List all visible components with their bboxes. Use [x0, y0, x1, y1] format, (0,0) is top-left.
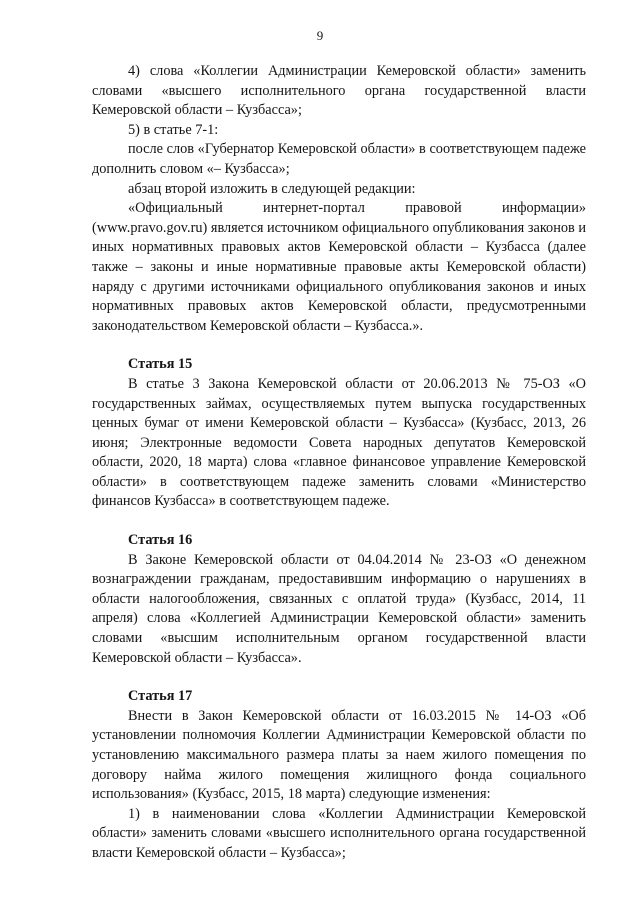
- heading-article-15: Статья 15: [128, 356, 193, 373]
- paragraph-abzac-vtoroy: абзац второй изложить в следующей редакции:: [128, 180, 416, 197]
- paragraph-governor-wording: после слов «Губернатор Кемеровской области» в соответствующем падеже дополнить словом «– Кузбасса»;: [92, 141, 586, 177]
- paragraph-item-4: 4) слова «Коллегии Администрации Кемеровской области» заменить словами «высшего исполнительного органа государственной власти Кемеровской области – Кузбасса»;: [92, 63, 586, 119]
- paragraph-official-portal: «Официальный интернет-портал правовой информации» (www.pravo.gov.ru) является источником официального опубликования законов и иных нормативных правовых актов Кемеровской области – Кузбасса (далее также – законы и иные нормативные правовые акты Кемеровской области) наряду с другими источниками официального опубликования законов и иных нормативных правовых актов Кемеровской области, предусмотренными законодательством Кемеровской области – Кузбасса.».: [92, 200, 586, 334]
- paragraph-article-16: В Законе Кемеровской области от 04.04.2014 № 23-ОЗ «О денежном вознаграждении гражданам, предоставившим информацию о нарушениях в области налогообложения, связанных с оплатой труда» (Кузбасс, 2014, 11 апреля) слова «Коллегией Администрации Кемеровской области» заменить словами «высшим исполнительным органом государственной власти Кемеровской области – Кузбасса».: [92, 551, 586, 666]
- paragraph-article-17: Внести в Закон Кемеровской области от 16.03.2015 № 14-ОЗ «Об установлении полномочия Коллегии Администрации Кемеровской области по установлению максимального размера платы за наем жилого помещения по договору найма жилого помещения жилищного фонда социального использования» (Кузбасс, 2015, 18 марта) следующие изменения:: [92, 707, 586, 803]
- page-number: 9: [316, 28, 324, 43]
- paragraph-article-17-item-1: 1) в наименовании слова «Коллегии Администрации Кемеровской области» заменить словами «высшего исполнительного органа государственной власти Кемеровской области – Кузбасса»;: [92, 805, 586, 861]
- paragraph-article-15: В статье 3 Закона Кемеровской области от 20.06.2013 № 75-ОЗ «О государственных займах, осуществляемых путем выпуска государственных ценных бумаг от имени Кемеровской области – Кузбасса» (Кузбасс, 2013, 26 июня; Электронные ведомости Совета народных депутатов Кемеровской области, 2020, 18 марта) слова «главное финансовое управление Кемеровской области» в соответствующем падеже заменить словами «Министерство финансов Кузбасса» в соответствующем падеже.: [92, 375, 586, 510]
- heading-article-16: Статья 16: [128, 532, 193, 549]
- heading-article-17: Статья 17: [128, 688, 193, 705]
- paragraph-item-5: 5) в статье 7-1:: [128, 121, 219, 138]
- document-body: [92, 62, 586, 864]
